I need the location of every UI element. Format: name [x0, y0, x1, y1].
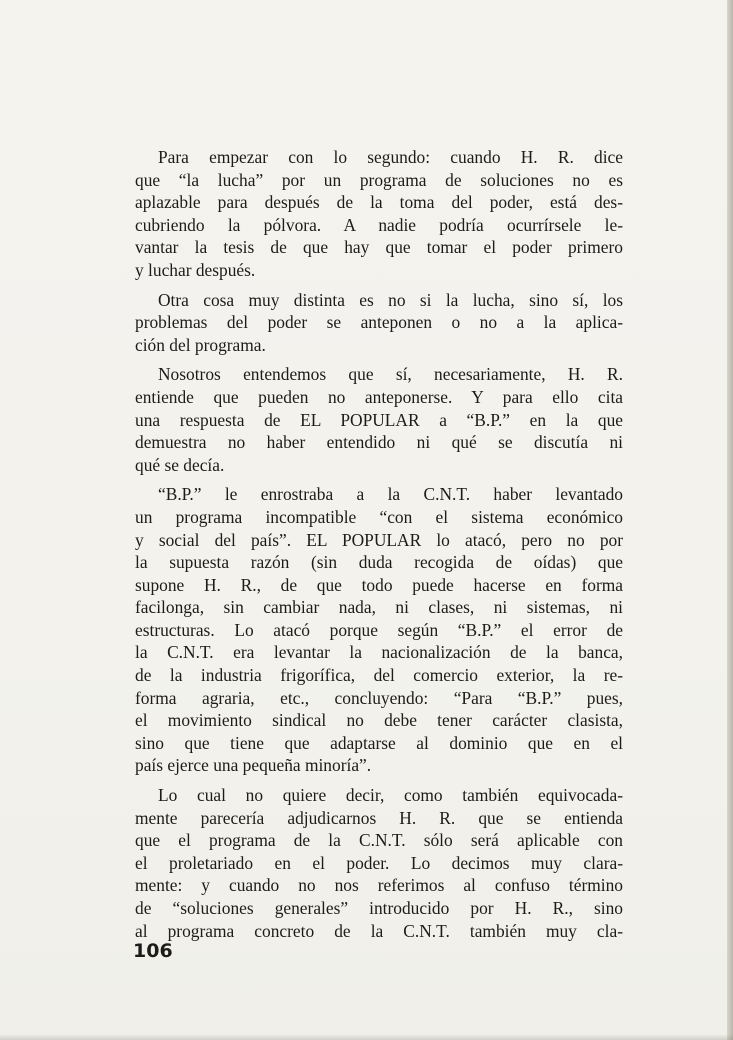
- text-line: Otra cosa muy distinta es no si la lucha, sino sí, los: [158, 289, 623, 310]
- text-line: Nosotros entendemos que sí, necesariamente, H. R.: [158, 364, 623, 385]
- text-line: Lo cual no quiere decir, como también equivocada-: [158, 785, 623, 806]
- text-line: estructuras. Lo atacó porque según “B.P.” el error de: [135, 619, 623, 640]
- text-line: y social del país”. EL POPULAR lo atacó, pero no por: [135, 529, 623, 550]
- text-line: la supuesta razón (sin duda recogida de oídas) que: [135, 552, 623, 573]
- paragraph: [135, 289, 623, 357]
- text-line: ción del programa.: [135, 334, 266, 355]
- text-line: que “la lucha” por un programa de soluciones no es: [135, 169, 623, 190]
- text-line: qué se decía.: [135, 454, 225, 475]
- page-shadow: [0, 1034, 733, 1040]
- text-line: que el programa de la C.N.T. sólo será aplicable con: [135, 830, 623, 851]
- text-line: Para empezar con lo segundo: cuando H. R. dice: [158, 147, 623, 167]
- text-line: supone H. R., de que todo puede hacerse en forma: [135, 574, 623, 595]
- page-edge: [727, 0, 733, 1040]
- text-line: forma agraria, etc., concluyendo: “Para “B.P.” pues,: [135, 687, 623, 708]
- text-line: entiende que pueden no anteponerse. Y para ello cita: [135, 386, 623, 407]
- text-line: cubriendo la pólvora. A nadie podría ocurrírsele le-: [135, 214, 623, 235]
- body-text: [135, 146, 623, 949]
- text-line: vantar la tesis de que hay que tomar el poder primero: [135, 237, 623, 258]
- text-line: aplazable para después de la toma del poder, está des-: [135, 192, 623, 213]
- text-line: un programa incompatible “con el sistema económico: [135, 506, 623, 527]
- text-line: una respuesta de EL POPULAR a “B.P.” en la que: [135, 409, 623, 430]
- text-line: “B.P.” le enrostraba a la C.N.T. haber levantado: [158, 484, 623, 505]
- text-line: el proletariado en el poder. Lo decimos muy clara-: [135, 852, 623, 873]
- text-line: mente: y cuando no nos referimos al confuso término: [135, 875, 623, 896]
- paragraph: [135, 784, 623, 942]
- paragraph: [135, 483, 623, 777]
- paragraph: [135, 363, 623, 476]
- text-line: mente parecería adjudicarnos H. R. que se entienda: [135, 807, 623, 828]
- text-line: facilonga, sin cambiar nada, ni clases, ni sistemas, ni: [135, 597, 623, 618]
- paragraph: [135, 146, 623, 282]
- text-line: demuestra no haber entendido ni qué se discutía ni: [135, 432, 623, 453]
- page-number: 106: [133, 940, 173, 962]
- text-line: de “soluciones generales” introducido por H. R., sino: [135, 898, 623, 918]
- text-line: país ejerce una pequeña minoría”.: [135, 755, 372, 776]
- text-line: al programa concreto de la C.N.T. también muy cla-: [135, 920, 623, 941]
- text-line: y luchar después.: [135, 259, 256, 280]
- text-line: sino que tiene que adaptarse al dominio que en el: [135, 732, 623, 753]
- text-line: de la industria frigorífica, del comercio exterior, la re-: [135, 665, 623, 686]
- text-line: la C.N.T. era levantar la nacionalización de la banca,: [135, 642, 623, 663]
- text-line: problemas del poder se anteponen o no a la aplica-: [135, 312, 623, 333]
- text-line: el movimiento sindical no debe tener carácter clasista,: [135, 710, 623, 731]
